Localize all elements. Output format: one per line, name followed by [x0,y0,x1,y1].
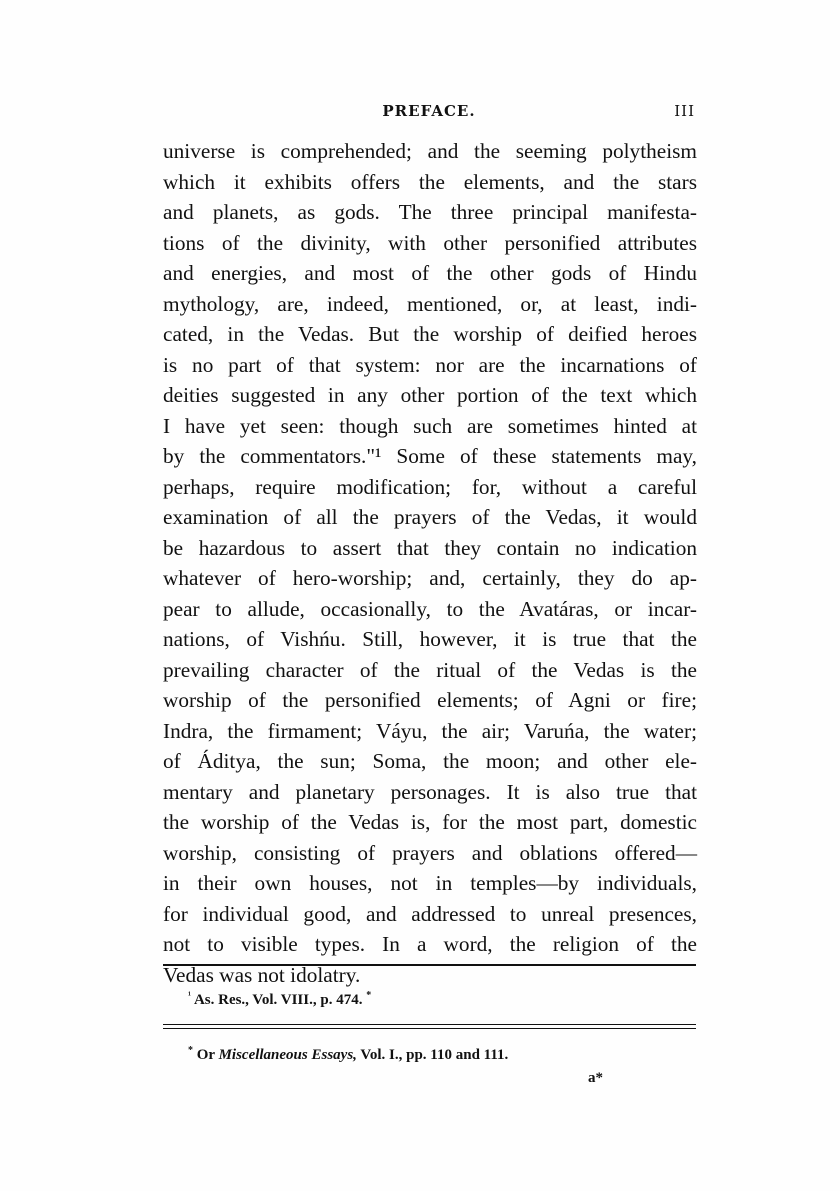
editor-note-rule-top [163,1024,696,1025]
body-line: of Áditya, the sun; Soma, the moon; and other ele- [163,749,697,773]
footnote-1-marker: ¹ [188,990,191,1001]
footnote-2-marker: * [188,1045,193,1056]
body-line: by the commentators."¹ Some of these statements may, [163,444,697,468]
body-line: mentary and planetary personages. It is also true that [163,779,697,804]
body-line: worship, consisting of prayers and oblations offered— [163,840,697,865]
body-line-last: Vedas was not idolatry. [163,962,361,987]
footnote-2 [188,1045,508,1064]
body-line: perhaps, require modification; for, without a careful [163,474,697,499]
body-line: worship of the personified elements; of Agni or fire; [163,688,697,712]
footnote-2-prefix: Or [196,1047,215,1063]
editor-note-rule-bottom [163,1028,696,1029]
footnote-1-star: * [366,990,372,1001]
body-line: and energies, and most of the other gods of Hindu [163,261,697,285]
body-line: Indra, the firmament; Váyu, the air; Varuńa, the water; [163,718,697,743]
body-line: cated, in the Vedas. But the worship of deified heroes [163,322,697,346]
body-line: be hazardous to assert that they contain no indication [163,535,697,560]
running-head [163,102,695,124]
body-line: nations, of Vishńu. Still, however, it is true that the [163,627,697,651]
body-line: universe is comprehended; and the seeming polytheism [163,139,697,163]
body-line: pear to allude, occasionally, to the Avatáras, or incar- [163,596,697,621]
body-line: is no part of that system: nor are the incarnations of [163,352,697,377]
body-line: in their own houses, not in temples—by individuals, [163,871,697,895]
body-line: and planets, as gods. The three principal manifesta- [163,200,697,224]
body-line: prevailing character of the ritual of the Vedas is the [163,657,697,682]
body-line: which it exhibits offers the elements, and the stars [163,169,697,194]
running-head-title: PREFACE. [382,102,476,120]
body-line: examination of all the prayers of the Vedas, it would [163,505,697,529]
body-line: deities suggested in any other portion of the text which [163,383,697,407]
footnote-2-text: Vol. I., pp. 110 and 111. [360,1047,509,1063]
signature-mark: a* [588,1070,603,1086]
body-line: mythology, are, indeed, mentioned, or, at least, indi- [163,291,697,316]
footnote-1-text: As. Res., Vol. VIII., p. 474. [193,992,363,1008]
footnote-2-title: Miscellaneous Essays, [218,1047,357,1063]
body-line: tions of the divinity, with other personified attributes [163,230,697,255]
footnote-1 [188,990,371,1009]
body-line: not to visible types. In a word, the religion of the [163,932,697,956]
page-number: III [674,102,695,120]
body-line: the worship of the Vedas is, for the most part, domestic [163,810,697,834]
body-text [163,136,697,990]
body-line: for individual good, and addressed to unreal presences, [163,901,697,926]
body-line: whatever of hero-worship; and, certainly, they do ap- [163,566,697,590]
body-line: I have yet seen: though such are sometimes hinted at [163,413,697,438]
footnote-rule [163,964,696,966]
